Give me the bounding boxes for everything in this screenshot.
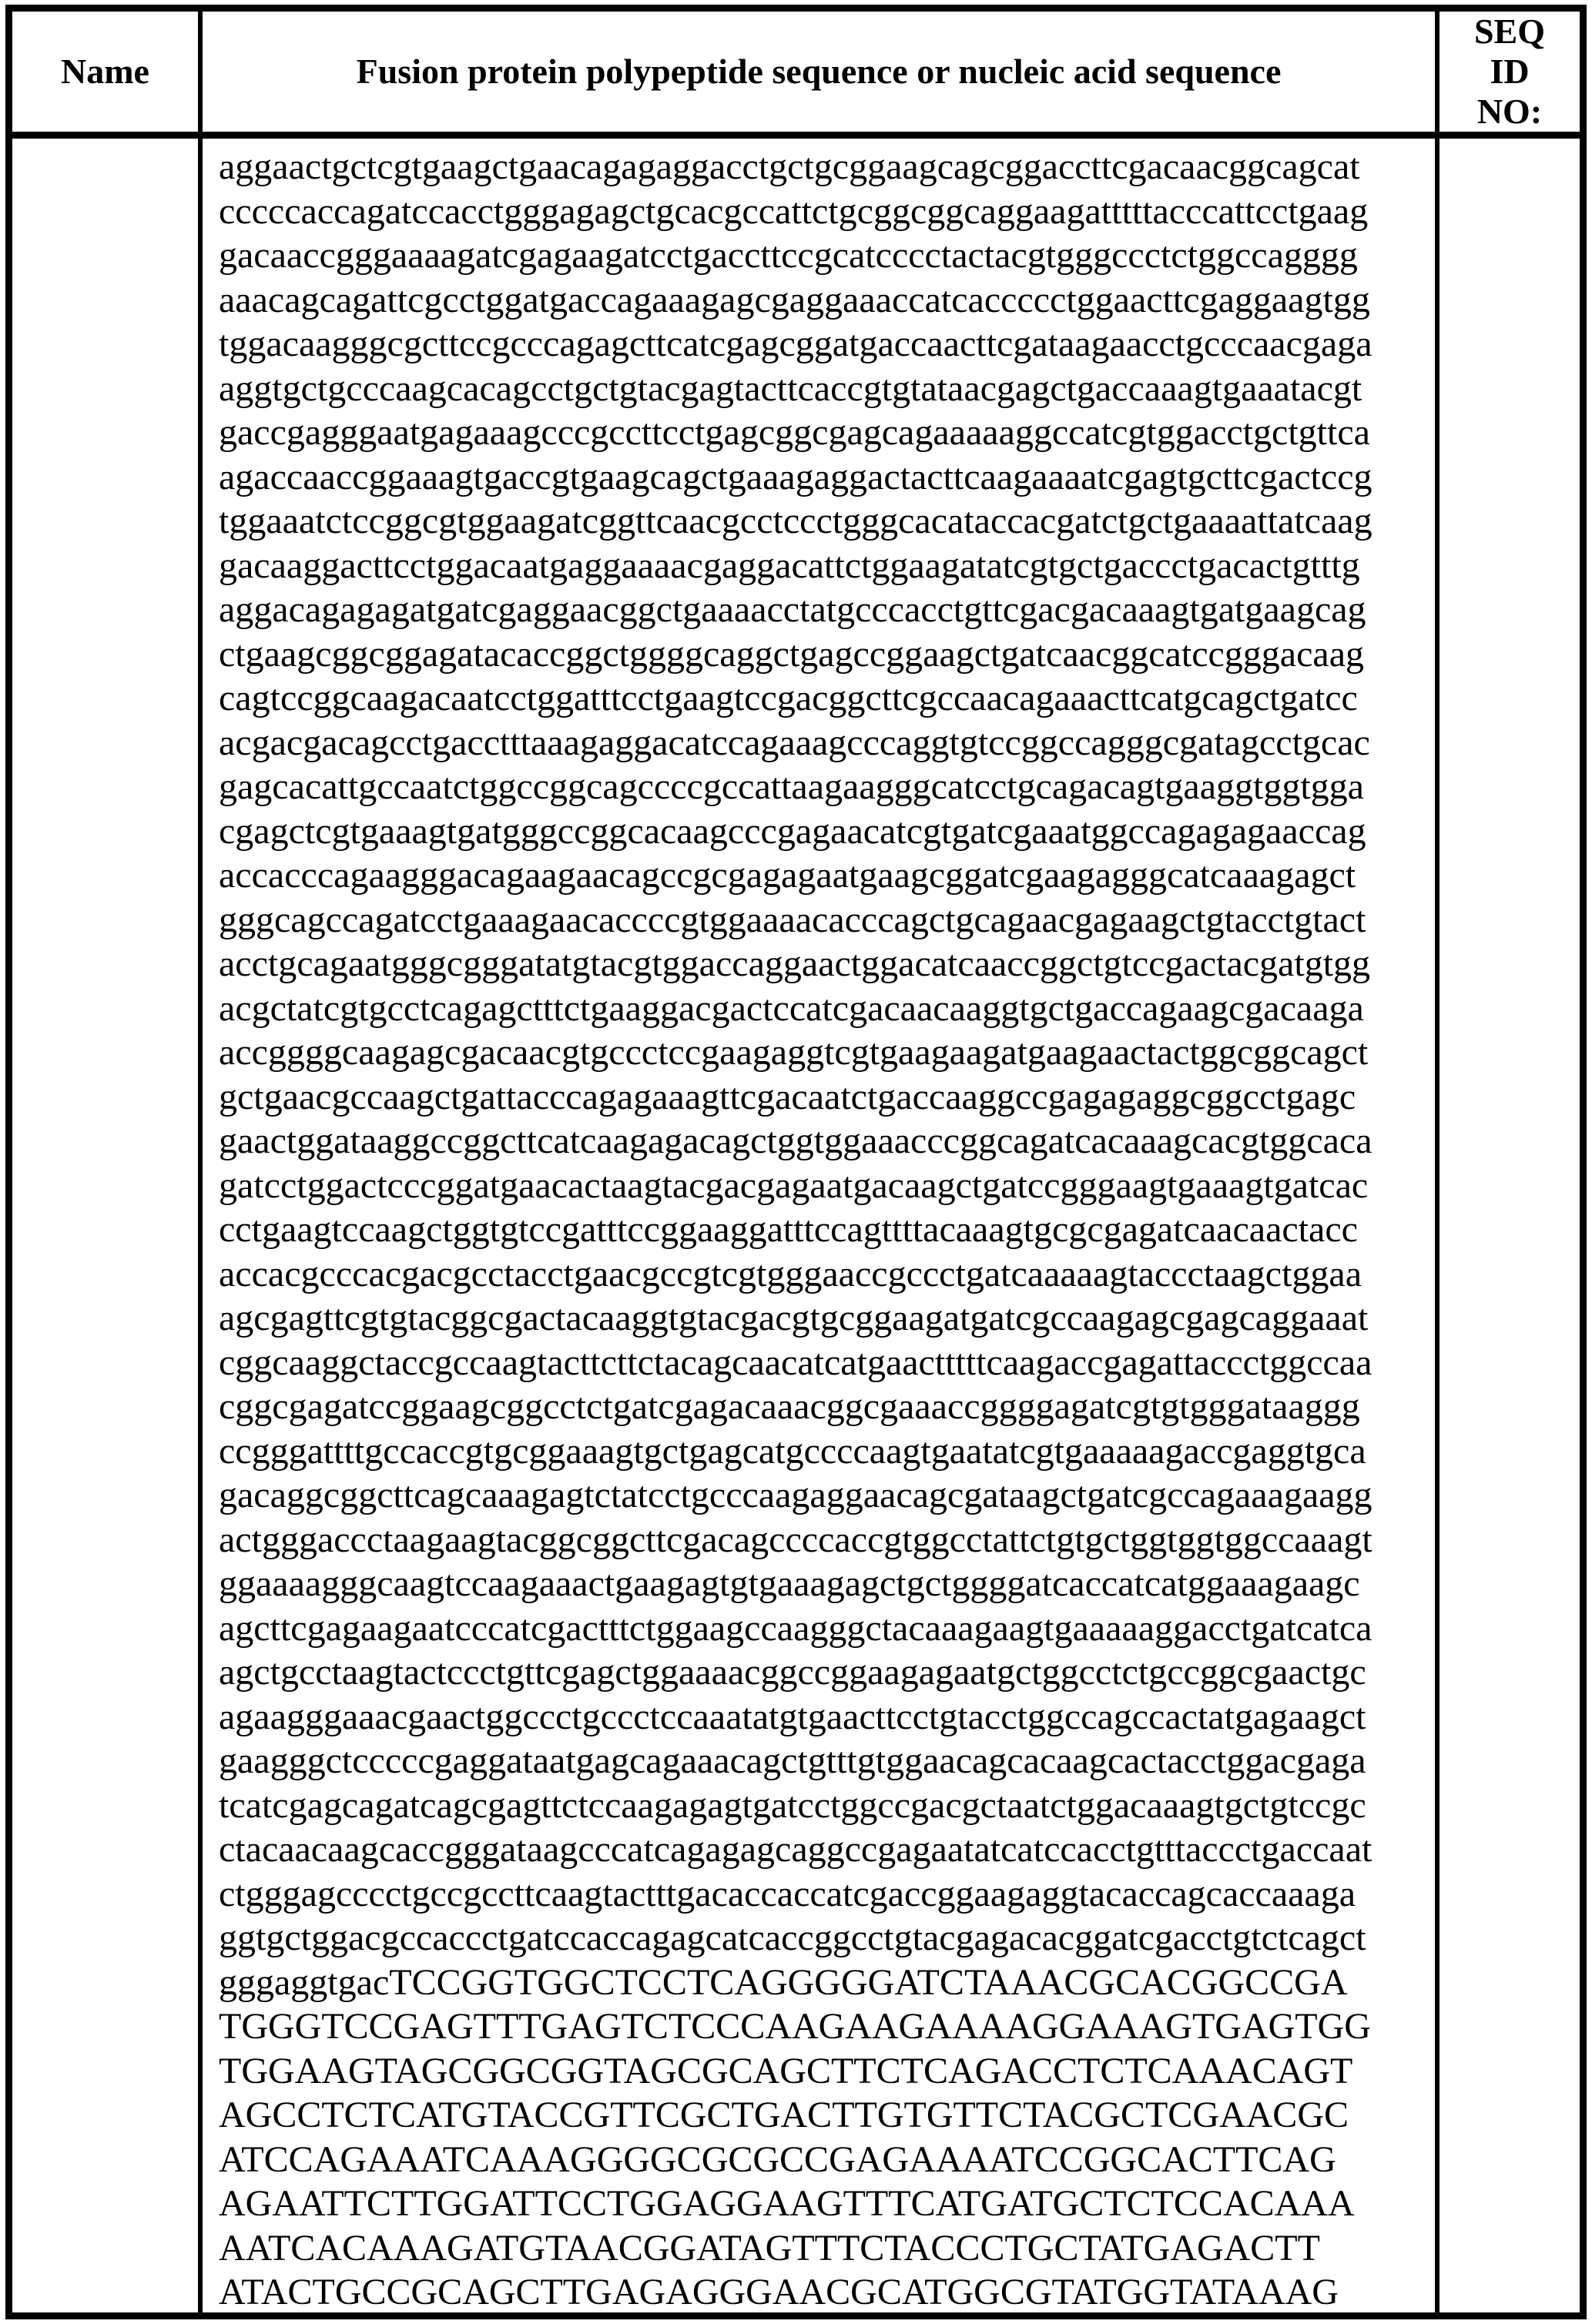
header-seq-id-line-2: ID xyxy=(1490,52,1530,91)
sequence-line: tggacaagggcgcttccgcccagagcttcatcgagcggatgaccaacttcgataagaacctgcccaacgaga xyxy=(219,323,1372,364)
sequence-line: AGAATTCTTGGATTCCTGGAGGAAGTTTCATGATGCTCTCCACAAA xyxy=(219,2183,1355,2224)
sequence-line: gggaggtgacTCCGGTGGCTCCTCAGGGGGATCTAAACGCACGGCCGA xyxy=(219,1961,1348,2003)
sequence-line: gctgaacgccaagctgattacccagagaaagttcgacaatctgaccaaggccgagagaggcggcctgagc xyxy=(219,1076,1356,1117)
sequence-line: TGGGTCCGAGTTTGAGTCTCCCAAGAAGAAAAGGAAAGTGAGTGG xyxy=(219,2006,1371,2047)
header-seq-id-line-3: NO: xyxy=(1476,92,1543,131)
sequence-line: gggcagccagatcctgaaagaacaccccgtggaaaacacccagctgcagaacgagaagctgtacctgtact xyxy=(219,899,1366,940)
sequence-line: tcatcgagcagatcagcgagttctccaagagagtgatcctggccgacgctaatctggacaaagtgctgtccgc xyxy=(219,1784,1366,1826)
sequence-line: agctgcctaagtactccctgttcgagctggaaaacggccggaagagaatgctggcctctgccggcgaactgc xyxy=(219,1652,1366,1693)
sequence-line: ccgggattttgccaccgtgcggaaagtgctgagcatgccccaagtgaatatcgtgaaaaagaccgaggtgca xyxy=(219,1430,1366,1472)
sequence-line: cccccaccagatccacctgggagagctgcacgccattctgcggcggcaggaagatttttacccattcctgaag xyxy=(219,190,1369,232)
sequence-line: actgggaccctaagaagtacggcggcttcgacagccccaccgtggcctattctgtgctggtggtggccaaagt xyxy=(219,1519,1372,1560)
name-cell xyxy=(12,139,203,2312)
sequence-line: cgagctcgtgaaagtgatgggccggcacaagcccgagaacatcgtgatcgaaatggccagagagaaccag xyxy=(219,810,1366,852)
sequence-line: gacaaccgggaaaagatcgagaagatcctgaccttccgcatcccctactacgtgggccctctggccagggg xyxy=(219,235,1358,276)
header-cell-sequence xyxy=(203,12,1440,132)
sequence-line: gagcacattgccaatctggccggcagccccgccattaagaagggcatcctgcagacagtgaaggtggtgga xyxy=(219,766,1364,807)
table-body-row xyxy=(12,139,1580,2312)
sequence-line: gacaaggacttcctggacaatgaggaaaacgaggacattctggaagatatcgtgctgaccctgacactgtttg xyxy=(219,544,1360,586)
sequence-line: gatcctggactcccggatgaacactaagtacgacgagaatgacaagctgatccgggaagtgaaagtgatcac xyxy=(219,1164,1369,1206)
sequence-line: gacaggcggcttcagcaaagagtctatcctgcccaagaggaacagcgataagctgatcgccagaaagaagg xyxy=(219,1475,1372,1515)
sequence-line: aggacagagagatgatcgaggaacggctgaaaacctatgcccacctgttcgacgacaaagtgatgaagcag xyxy=(219,589,1366,630)
sequence-line: cggcaaggctaccgccaagtacttcttctacagcaacatcatgaactttttcaagaccgagattaccctggccaa xyxy=(219,1341,1372,1383)
seq-id-cell xyxy=(1440,139,1580,2312)
header-cell-name xyxy=(12,12,203,132)
sequence-line: acgctatcgtgcctcagagctttctgaaggacgactccatcgacaacaaggtgctgaccagaagcgacaaga xyxy=(219,987,1364,1029)
sequence-line: agcgagttcgtgtacggcgactacaaggtgtacgacgtgcggaagatgatcgccaagagcgagcaggaaat xyxy=(219,1298,1369,1338)
sequence-line: tggaaatctccggcgtggaagatcggttcaacgcctccctgggcacataccacgatctgctgaaaattatcaag xyxy=(219,501,1372,541)
sequence-line: cggcgagatccggaagcggcctctgatcgagacaaacggcgaaaccggggagatcgtgtgggataaggg xyxy=(219,1386,1360,1427)
sequence-line: agaccaaccggaaagtgaccgtgaagcagctgaaagaggactacttcaagaaaatcgagtgcttcgactccg xyxy=(219,456,1372,497)
sequence-line: AGCCTCTCATGTACCGTTCGCTGACTTGTGTTCTACGCTCGAACGC xyxy=(219,2095,1349,2135)
sequence-line: aggaactgctcgtgaagctgaacagagaggacctgctgcggaagcagcggaccttcgacaacggcagcat xyxy=(219,146,1360,187)
sequence-line: ctgaagcggcggagatacaccggctggggcaggctgagccggaagctgatcaacggcatccgggacaag xyxy=(219,633,1365,675)
sequence-line: accggggcaagagcgacaacgtgccctccgaagaggtcgtgaagaagatgaagaactactggcggcagct xyxy=(219,1032,1369,1073)
sequence-line: gaccgagggaatgagaaagcccgccttcctgagcggcgagcagaaaaaggccatcgtggacctgctgttca xyxy=(219,412,1370,453)
sequence-line: cctgaagtccaagctggtgtccgatttccggaaggatttccagttttacaaagtgcgcgagatcaacaactacc xyxy=(219,1209,1358,1250)
sequence-line: agcttcgagaagaatcccatcgactttctggaagccaagggctacaaagaagtgaaaaaggacctgatcatca xyxy=(219,1607,1372,1649)
table-header-row xyxy=(12,12,1580,139)
sequence-line: accacgcccacgacgcctacctgaacgccgtcgtgggaaccgccctgatcaaaaagtaccctaagctggaa xyxy=(219,1253,1362,1294)
sequence-line: AATCACAAAGATGTAACGGATAGTTTCTACCCTGCTATGAGACTT xyxy=(219,2227,1320,2269)
sequence-line: ATACTGCCGCAGCTTGAGAGGGAACGCATGGCGTATGGTATAAAG xyxy=(219,2272,1339,2312)
sequence-line: ggaaaagggcaagtccaagaaactgaagagtgtgaaagagctgctggggatcaccatcatggaaagaagc xyxy=(219,1563,1360,1604)
sequence-line: ggtgctggacgccaccctgatccaccagagcatcaccggcctgtacgagacacggatcgacctgtctcagct xyxy=(219,1917,1366,1958)
sequence-line: acgacgacagcctgacctttaaagaggacatccagaaagcccaggtgtccggccagggcgatagcctgcac xyxy=(219,722,1370,763)
sequence-line: agaagggaaacgaactggccctgccctccaaatatgtgaacttcctgtacctggccagccactatgagaagct xyxy=(219,1696,1366,1737)
sequence-line: aggtgctgcccaagcacagcctgctgtacgagtacttcaccgtgtataacgagctgaccaaagtgaaatacgt xyxy=(219,367,1362,409)
sequence-line: accacccagaagggacagaagaacagccgcgagagaatgaagcggatcgaagagggcatcaaagagct xyxy=(219,855,1356,896)
sequence-line: acctgcagaatgggcgggatatgtacgtggaccaggaactggacatcaaccggctgtccgactacgatgtgg xyxy=(219,943,1371,984)
header-cell-seq-id xyxy=(1440,12,1580,132)
sequence-line: gaactggataaggccggcttcatcaagagacagctggtggaaacccggcagatcacaaagcacgtggcaca xyxy=(219,1120,1372,1161)
header-seq-id-line-1: SEQ xyxy=(1473,12,1546,51)
sequence-line: TGGAAGTAGCGGCGGTAGCGCAGCTTCTCAGACCTCTCAAACAGT xyxy=(219,2050,1353,2091)
sequence-table xyxy=(5,5,1587,2319)
header-name-label: Name xyxy=(61,52,149,91)
sequence-line: cagtccggcaagacaatcctggatttcctgaagtccgacggcttcgccaacagaaacttcatgcagctgatcc xyxy=(219,678,1358,718)
sequence-line: ctgggagcccctgccgccttcaagtactttgacaccaccatcgaccggaagaggtacaccagcaccaaaga xyxy=(219,1873,1356,1914)
sequence-line: gaagggctcccccgaggataatgagcagaaacagctgtttgtggaacagcacaagcactacctggacgaga xyxy=(219,1740,1366,1781)
sequence-line: ATCCAGAAATCAAAGGGGCGCGCCGAGAAAATCCGGCACTTCAG xyxy=(219,2138,1336,2180)
sequence-cell xyxy=(203,139,1440,2312)
sequence-line: ctacaacaagcaccgggataagcccatcagagagcaggccgagaatatcatccacctgtttaccctgaccaat xyxy=(219,1829,1372,1870)
sequence-line: aaacagcagattcgcctggatgaccagaaagagcgaggaaaccatcaccccctggaacttcgaggaagtgg xyxy=(219,279,1370,320)
header-sequence-label: Fusion protein polypeptide sequence or nucleic acid sequence xyxy=(356,52,1282,91)
